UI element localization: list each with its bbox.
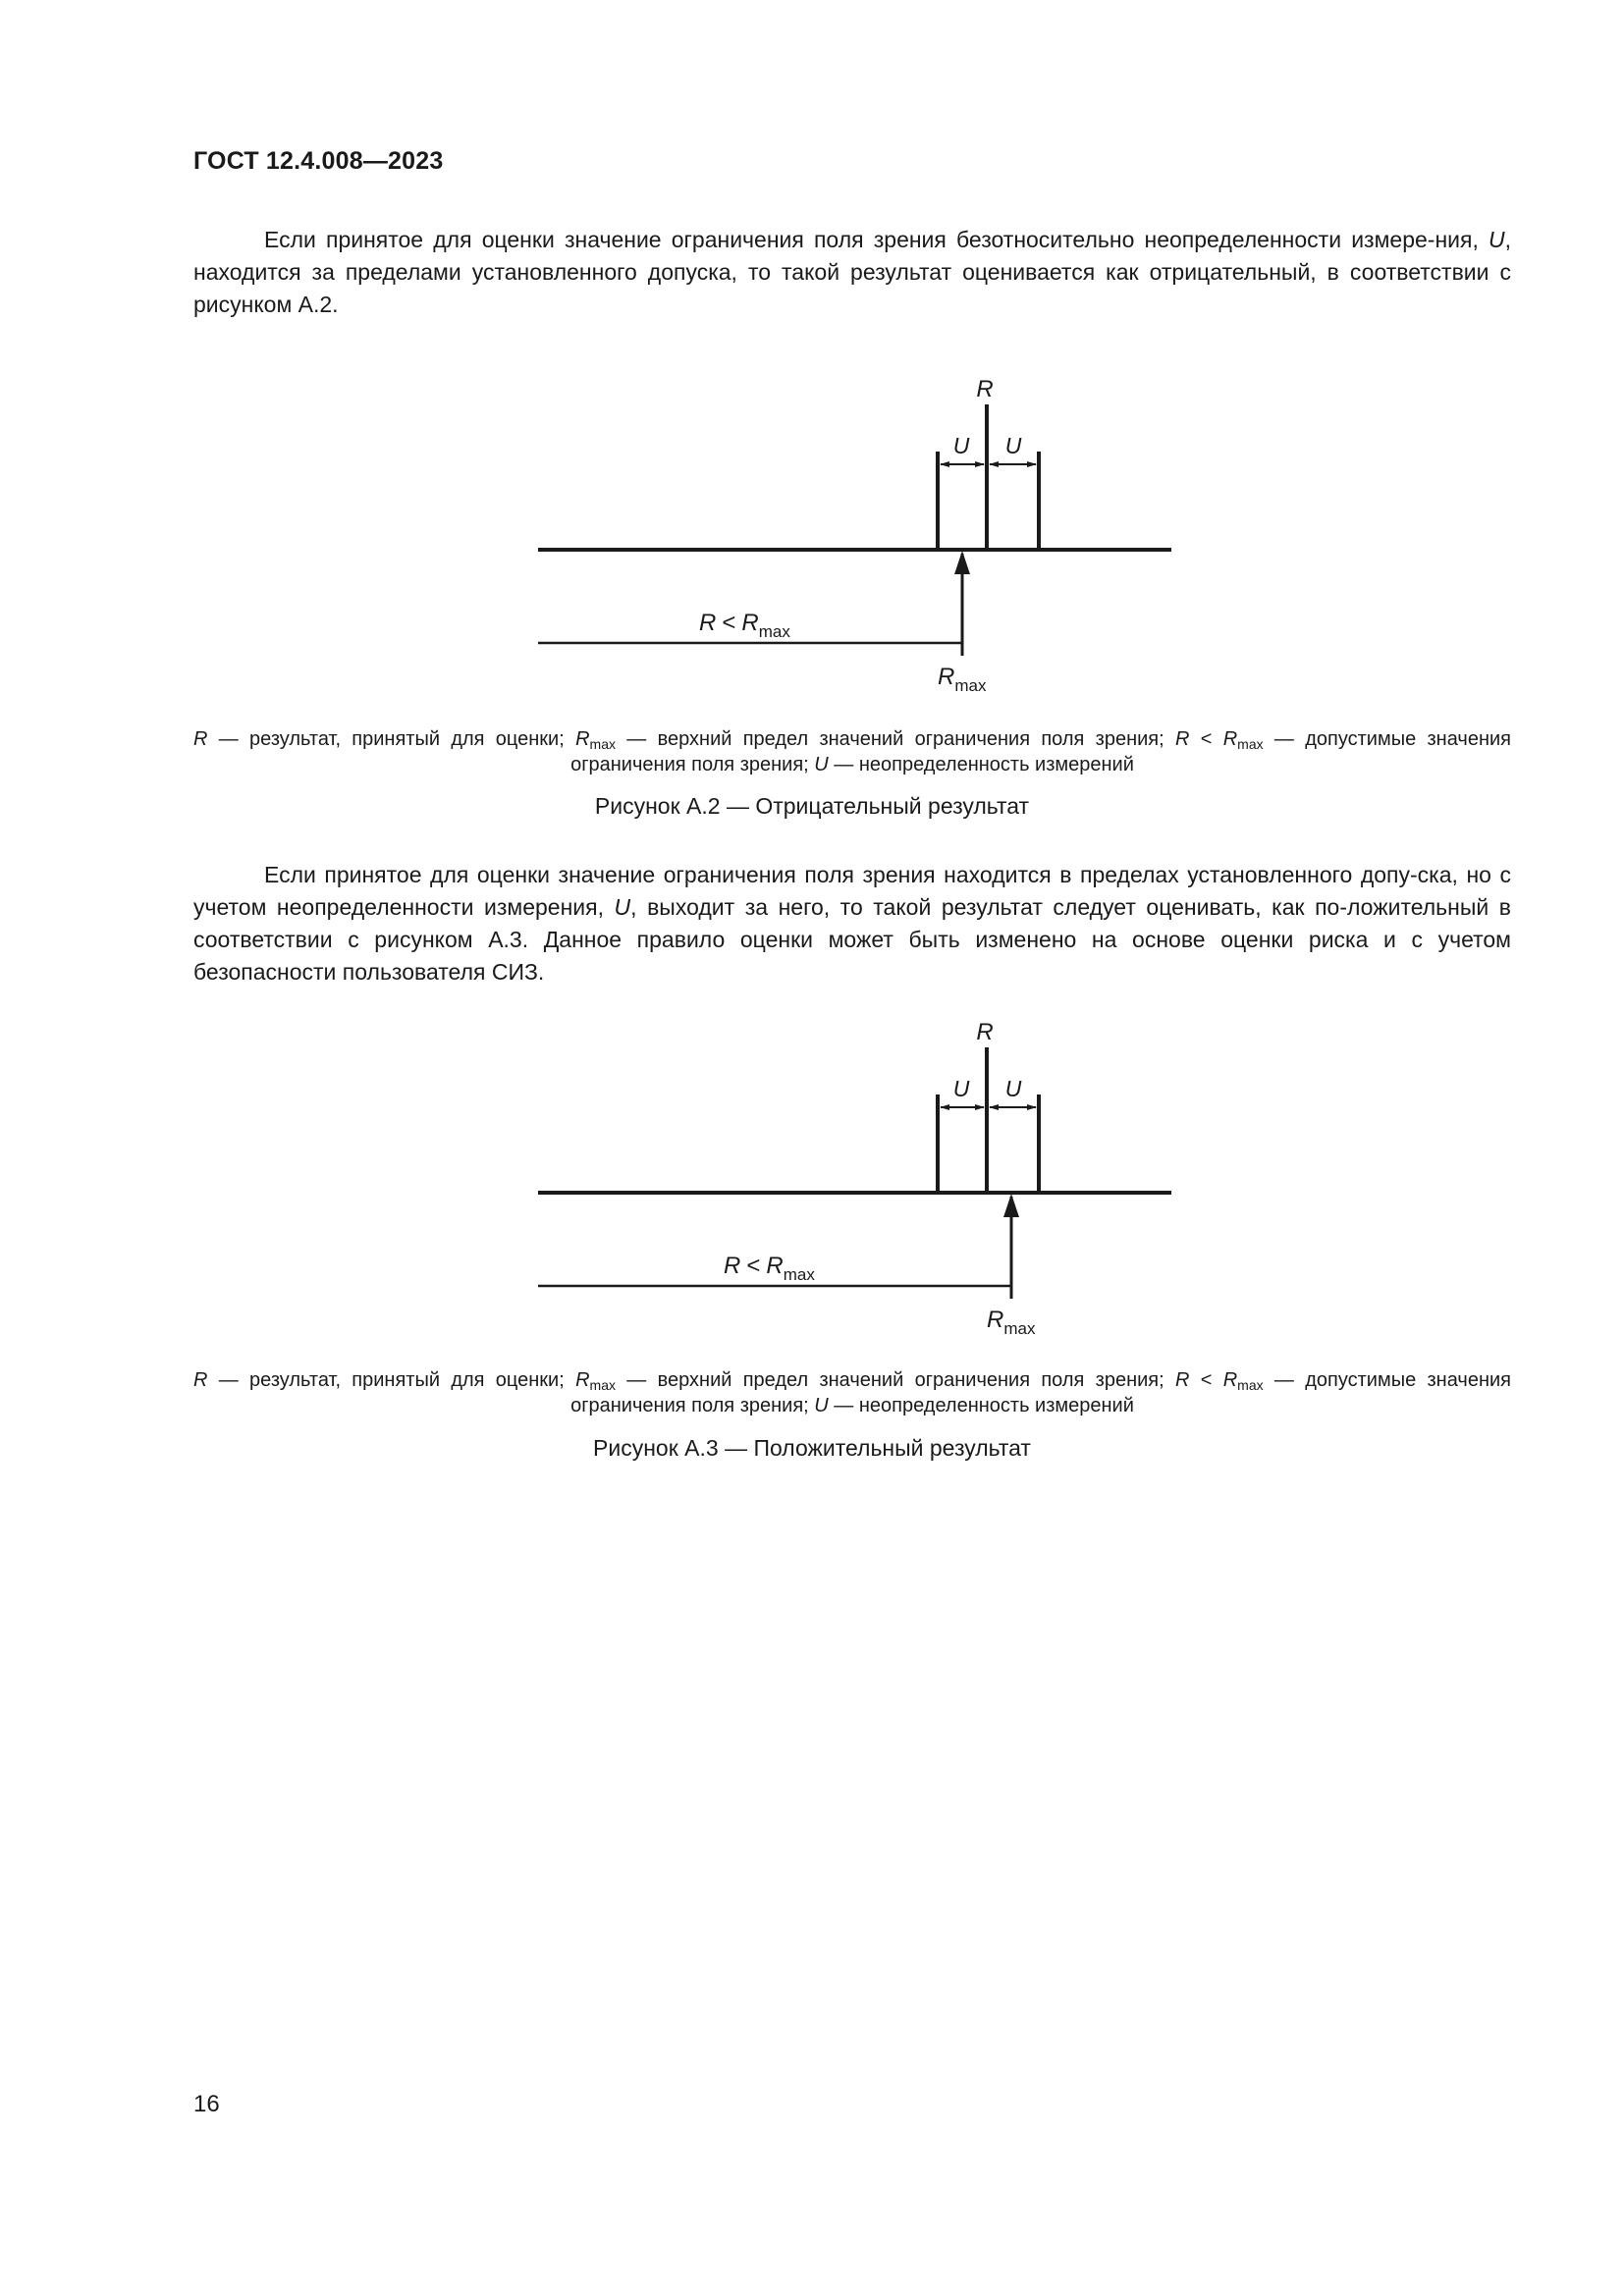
rmax-arrowhead [954, 551, 970, 574]
u-label-left: U [952, 433, 970, 458]
figure-a3-legend: R — результат, принятый для оценки; $R_{max}$ — верхний предел значений ограничения поля зрения; $R < R_{max}$ — допустимые значения ограничения поля зрения; U — неопределенность измерений [193, 1369, 1511, 1416]
page-number: 16 [193, 2091, 220, 2117]
paragraph-1: Если принятое для оценки значение ограничения поля зрения безотносительно неопределенности измере-ния, U, находится за пределами установленного допуска, то такой результат оценивается как отрицательный, в соответствии с рисунком А.2. [193, 227, 1511, 317]
u-label-left: U [952, 1076, 970, 1101]
figure-a2-caption: Рисунок А.2 — Отрицательный результат [594, 793, 1030, 819]
document-header: ГОСТ 12.4.008—2023 [193, 147, 444, 175]
figure-a3-caption: Рисунок А.3 — Положительный результат [593, 1435, 1031, 1461]
figure-a2-legend: R — результат, принятый для оценки; $R_{max}$ — верхний предел значений ограничения поля зрения; $R < R_{max}$ — допустимые значения ограничения поля зрения; U — неопределенность измерений [193, 728, 1511, 775]
figure-a2 [0, 363, 1624, 717]
paragraph-2: Если принятое для оценки значение ограничения поля зрения находится в пределах установленного допу-ска, но с учетом неопределенности измерения, U, выходит за него, то такой результат следует оценивать, как по-ложительный в соответствии с рисунком А.3. Данное правило оценки может быть изменено на основе оценки риска и с учетом безопасности пользователя СИЗ. [193, 862, 1511, 985]
rmax-arrowhead [1003, 1194, 1019, 1217]
rmax-label: $R_{max}$ [938, 664, 987, 695]
rmax-label: $R_{max}$ [987, 1307, 1036, 1338]
range-label: $R < R_{max}$ [699, 610, 790, 641]
figure-a3 [0, 1006, 1624, 1360]
range-label: $R < R_{max}$ [724, 1253, 815, 1284]
u-label-right: U [1004, 433, 1022, 458]
r-label-top: R [976, 376, 994, 402]
r-label-top: R [976, 1019, 994, 1045]
u-label-right: U [1004, 1076, 1022, 1101]
